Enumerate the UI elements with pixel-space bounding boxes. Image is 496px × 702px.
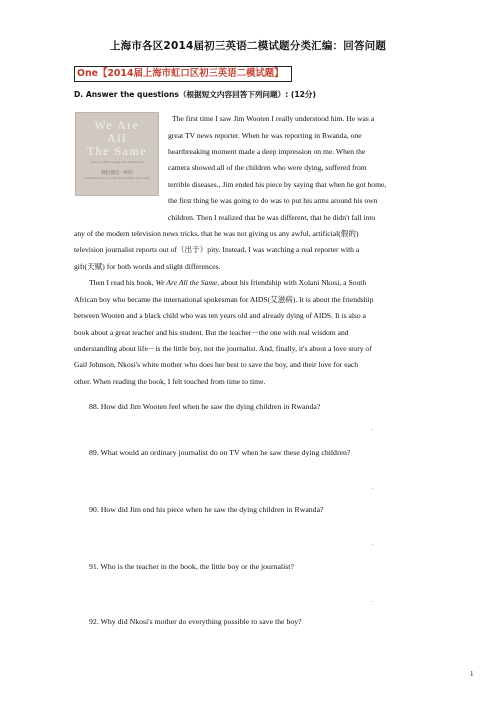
passage-line: children. Then I realized that he was different, that he didn't fall into [168,213,376,222]
passage-text: about his friendship with Xolani Nkosi, a South [221,278,367,287]
question-92: 92. Why did Nkosi's mother do everything possible to save the boy? [89,617,302,626]
book-cover-cn-title: 我们都是一样的 [101,171,133,176]
answer-line-marker: . [372,598,374,604]
book-cover-title-line: All [107,131,127,145]
book-cover-title [76,119,158,158]
passage-line: television journalist reports out of（出于）pity. Instead, I was watching a real reporter with a [74,245,360,254]
question-91: 91. Who is the teacher in the book, the little boy or the journalist? [89,562,294,571]
passage-line: the first thing he was going to do was to put his arms around his own [168,196,378,205]
section-heading: One【2014届上海市虹口区初三英语二模试题】 [74,66,292,82]
question-88: 88. How did Jim Wooten feel when he saw the dying children in Rwanda? [89,402,321,411]
passage-line: gift(天赋) for both words and slight differences. [74,262,221,271]
passage-line [89,278,366,288]
passage-line: terrible diseases., Jim ended his piece by saying that when he got home, [168,180,387,189]
passage-line: understanding about life－is the little boy, not the journalist. And, finally, it's about a love story of [74,344,372,353]
document-title: 上海市各区2014届初三英语二模试题分类汇编：回答问题 [109,40,387,52]
passage-line: heartbreaking moment made a deep impression on me. When the [168,147,366,156]
passage-line: Gail Johnson, Nkosi's white mother who does her best to save the boy, and their love for each [74,360,359,369]
answer-line-marker: . [372,485,374,491]
answer-line-marker: . [372,541,374,547]
book-cover-image [75,112,159,196]
passage-line: great TV news reporter. When he was reporting in Rwanda, one [168,131,362,140]
passage-line: book about a great teacher and his student. But the teacher－the one with real wisdom and [74,328,349,337]
passage-line: The first time I saw Jim Wooten I really understood him. He was a [172,114,375,123]
answer-line-marker: . [372,426,374,432]
book-title-italic: We Are All the Same, [155,278,220,287]
passage-line: between Wooten and a black child who was ten years old and already dying of AIDS. It is also a [74,311,366,320]
question-89: 89. What would an ordinary journalist do on TV when he saw these dying children? [89,448,351,457]
question-90: 90. How did Jim end his piece when he saw the dying children in Rwanda? [89,505,324,514]
passage-line: African boy who became the international spokesman for AIDS(艾滋病). It is about the friendship [74,295,374,304]
book-cover-title-line: The Same [86,144,148,158]
passage-line: camera showed all of the children who were dying, suffered from [168,163,367,172]
book-cover-title-line: We Are [94,118,140,132]
book-cover-subtitle: A Story of a Boy's Courage and a Mother's Love [89,161,145,164]
book-cover-tagline: A memorable story of a boy, his adoptive mother, and a country [83,177,151,180]
passage-text: Then I read his book, [89,278,154,287]
passage-line: any of the modern television news tricks, that he was not giving us any awful, artificial(假的) [74,229,359,238]
passage-line: other. When reading the book, I felt touched from time to time. [74,377,266,386]
instruction-text: D. Answer the questions（根据短文内容回答下列问题）: (12分) [74,90,317,99]
page-number: 1 [470,670,474,678]
